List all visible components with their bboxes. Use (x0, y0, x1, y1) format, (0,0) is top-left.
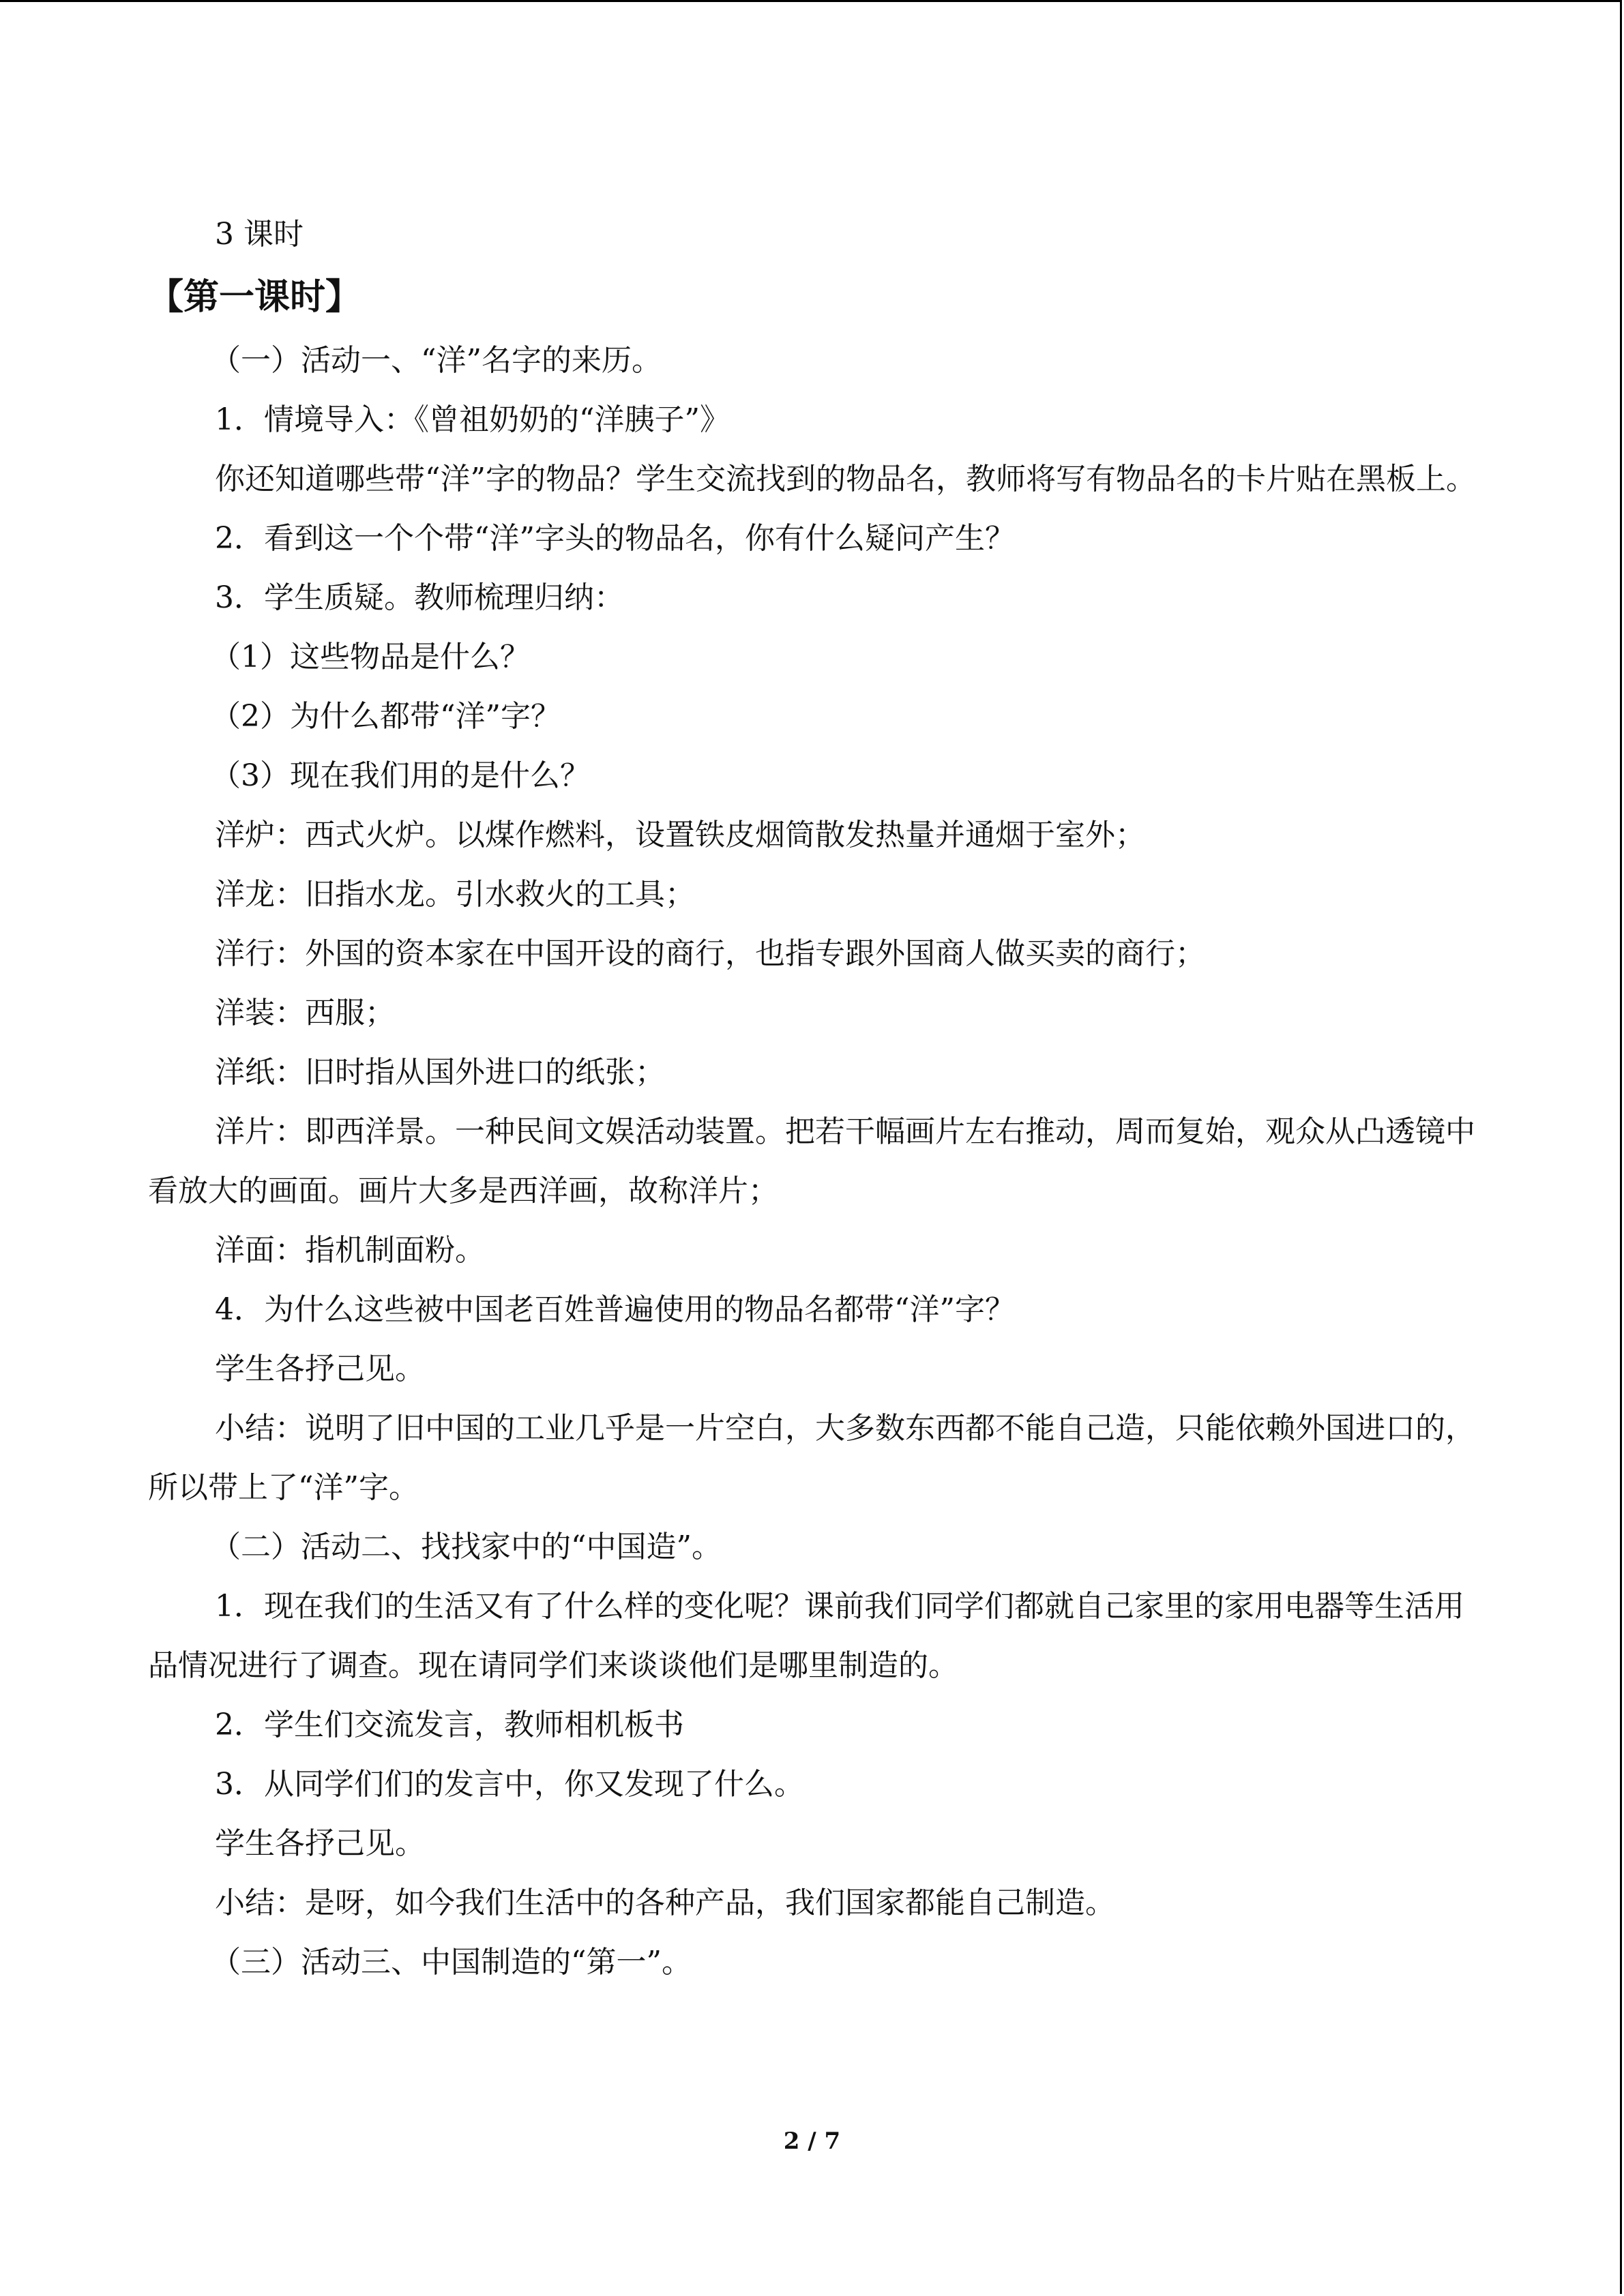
a2-item1: 1．现在我们的生活又有了什么样的变化呢？课前我们同学们都就自己家里的家用电器等生活用品情况进行了调查。现在请同学们来谈谈他们是哪里制造的。 (148, 1589, 1464, 1683)
a2-opinions: 学生各抒己见。 (215, 1826, 425, 1861)
definition-yanglu: 洋炉：西式火炉。以煤作燃料，设置铁皮烟筒散发热量并通烟于室外； (215, 818, 1145, 852)
a2-summary: 小结：是呀，如今我们生活中的各种产品，我们国家都能自己制造。 (215, 1885, 1115, 1920)
a1-question-3: （3）现在我们用的是什么？ (211, 758, 590, 793)
a1-question-2: （2）为什么都带“洋”字？ (211, 699, 561, 734)
a1-item4: 4．为什么这些被中国老百姓普遍使用的物品名都带“洋”字？ (215, 1292, 1015, 1327)
definition-yangmian: 洋面：指机制面粉。 (215, 1233, 485, 1268)
a1-item1: 1．情境导入：《曾祖奶奶的“洋胰子”》 (215, 402, 730, 437)
activity1-title: （一）活动一、“洋”名字的来历。 (211, 343, 662, 378)
a1-question-1: （1）这些物品是什么？ (211, 640, 530, 674)
a1-item2: 2．看到这一个个带“洋”字头的物品名，你有什么疑问产生？ (215, 521, 1015, 556)
document-body (148, 205, 1485, 1992)
definition-yanghang: 洋行：外国的资本家在中国开设的商行，也指专跟外国商人做买卖的商行； (215, 936, 1205, 971)
a2-item3: 3．从同学们们的发言中，你又发现了什么。 (215, 1767, 804, 1802)
definition-yanglong: 洋龙：旧指水龙。引水救火的工具； (215, 877, 695, 912)
a2-item2: 2．学生们交流发言，教师相机板书 (215, 1708, 684, 1742)
activity3-title: （三）活动三、中国制造的“第一”。 (211, 1945, 692, 1980)
definition-yangzhi: 洋纸：旧时指从国外进口的纸张； (215, 1055, 665, 1090)
section-heading: 【第一课时】 (148, 277, 361, 318)
a1-opinions: 学生各抒己见。 (215, 1352, 425, 1386)
a1-para1: 你还知道哪些带“洋”字的物品？学生交流找到的物品名，教师将写有物品名的卡片贴在黑板上。 (215, 462, 1476, 496)
definition-yangpian: 洋片：即西洋景。一种民间文娱活动装置。把若干幅画片左右推动，周而复始，观众从凸透镜中看放大的画面。画片大多是西洋画，故称洋片； (148, 1114, 1475, 1208)
page-number: 2 / 7 (783, 2128, 841, 2155)
a1-summary: 小结：说明了旧中国的工业几乎是一片空白，大多数东西都不能自己造，只能依赖外国进口的，所以带上了“洋”字。 (148, 1411, 1475, 1505)
lesson-hours: 3 课时 (215, 217, 304, 252)
definition-yangzhuang: 洋装：西服； (215, 996, 395, 1030)
a1-item3: 3．学生质疑。教师梳理归纳： (215, 580, 624, 615)
activity2-title: （二）活动二、找找家中的“中国造”。 (211, 1530, 722, 1564)
